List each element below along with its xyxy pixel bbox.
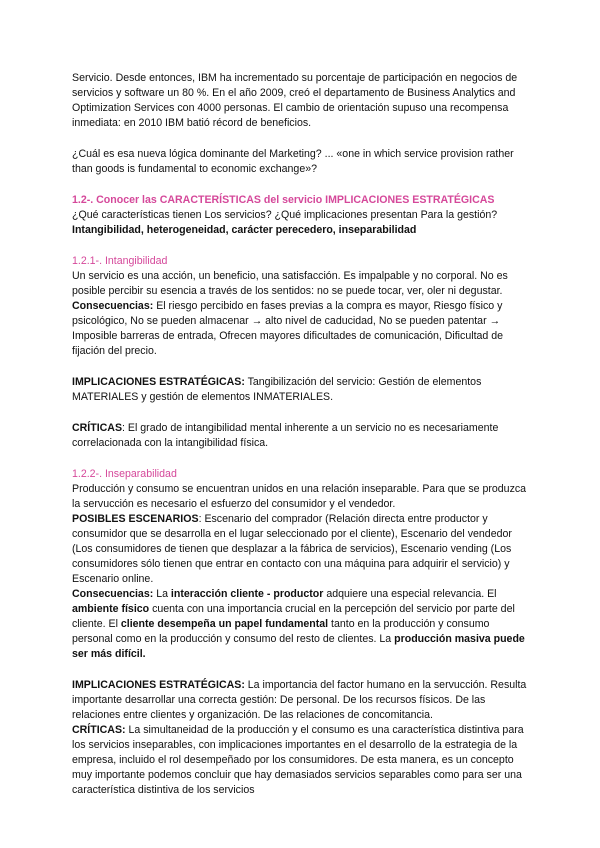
section-title: 1.2-. Conocer las CARACTERÍSTICAS del servicio IMPLICACIONES ESTRATÉGICAS [72, 194, 495, 206]
inseparabilidad-criticas-text: La simultaneidad de la producción y el consumo es una característica distintiva para los servicios inseparables, con implicaciones importantes en el desarrollo de la estrategia de la empresa, incluido el rol desempeñado por los consumidores. De esta manera, es un concepto muy importante podemos concluir que hay demasiados servicios separables como para ser una característica distintiva de los servicios [72, 724, 524, 796]
intangibilidad-definition [72, 269, 532, 359]
inseparabilidad-consecuencias-label: Consecuencias: [72, 588, 154, 600]
intangibilidad-implicaciones-text: Tangibilización del servicio: Gestión de elementos MATERIALES y gestión de elementos INMATERIALES. [72, 376, 482, 403]
inseparabilidad-criticas-label: CRÍTICAS: [72, 724, 126, 736]
inseparabilidad-escenarios [72, 512, 532, 587]
intangibilidad-criticas [72, 421, 532, 451]
inseparabilidad-criticas [72, 723, 532, 798]
cons-bold-1: interacción cliente - productor [170, 588, 324, 600]
cons-text-1: La [153, 588, 171, 600]
marketing-question: ¿Cuál es esa nueva lógica dominante del Marketing? ... «one in which service provision rather than goods is fundamental to economic exchange»? [72, 148, 514, 175]
intangibilidad-criticas-label: CRÍTICAS [72, 422, 123, 434]
section-question: ¿Qué características tienen Los servicios? ¿Qué implicaciones presentan Para la gestión? [72, 209, 498, 221]
intangibilidad-criticas-text: : El grado de intangibilidad mental inherente a un servicio no es necesariamente correlacionada con la intangibilidad física. [72, 422, 499, 449]
intangibilidad-consecuencias-text: El riesgo percibido en fases previas a la compra es mayor, Riesgo físico y psicológico, No se pueden almacenar → alto nivel de caducidad, No se pueden patentar → Imposible barreras de entrada, Ofrecen mayores dificultades de comunicación, Dificultad de fijación del precio. [72, 300, 504, 357]
document-body [72, 71, 532, 798]
inseparabilidad-title: 1.2.2-. Inseparabilidad [72, 468, 177, 480]
cons-text-2: adquiere una especial relevancia. El [323, 588, 497, 600]
inseparabilidad-implicaciones [72, 678, 532, 723]
intangibilidad-implicaciones-label: IMPLICACIONES ESTRATÉGICAS: [72, 376, 245, 388]
inseparabilidad-escenarios-text: : Escenario del comprador (Relación directa entre productor y consumidor que se desarrolla en el lugar seleccionado por el cliente), Escenario del vendedor (Los consumidores de tienen que desplazar a la fábrica de servicios), Escenario vending (Los consumidores sólo tienen que entrar en contacto con una máquina para adquirir el servicio) y Escenario online. [72, 513, 512, 585]
cons-bold-2: ambiente físico [72, 603, 150, 615]
intangibilidad-title: 1.2.1-. Intangibilidad [72, 255, 168, 267]
inseparabilidad-definition: Producción y consumo se encuentran unidos en una relación inseparable. Para que se produzca la servucción es necesario el esfuerzo del consumidor y el vendedor. [72, 483, 527, 510]
cons-bold-3: cliente desempeña un papel fundamental [120, 618, 329, 630]
intro-paragraph: Servicio. Desde entonces, IBM ha incrementado su porcentaje de participación en negocios de servicios y software un 80 %. En el año 2009, creó el departamento de Business Analytics and Optimization Services con 4000 personas. El cambio de orientación supuso una recompensa inmediata: en 2010 IBM batió récord de beneficios. [72, 72, 518, 129]
intangibilidad-consecuencias-label: Consecuencias: [72, 300, 154, 312]
inseparabilidad-escenarios-label: POSIBLES ESCENARIOS [72, 513, 199, 525]
intangibilidad-implicaciones [72, 375, 532, 405]
inseparabilidad-consecuencias [72, 587, 532, 662]
section-summary [72, 223, 532, 238]
inseparabilidad-implicaciones-label: IMPLICACIONES ESTRATÉGICAS: [72, 679, 245, 691]
intangibilidad-text: Un servicio es una acción, un beneficio, una satisfacción. Es impalpable y no corporal. No es posible percibir su esencia a través de los sentidos: no se puede tocar, ver, oler ni degustar. [72, 270, 508, 297]
section-summary-text: Intangibilidad, heterogeneidad, carácter perecedero, inseparabilidad [72, 224, 417, 236]
cons-text-3: cuenta con una importancia crucial en la percepción del servicio por parte del cliente. El [72, 603, 515, 630]
cons-text-4: tanto en la producción y consumo personal como en la producción y consumo del resto de clientes. La [72, 618, 490, 645]
cons-bold-4: producción masiva puede ser más difícil. [72, 633, 525, 660]
inseparabilidad-implicaciones-text: La importancia del factor humano en la servucción. Resulta importante desarrollar una correcta gestión: De personal. De los recursos físicos. De las relaciones entre clientes y organización. De las relaciones de concomitancia. [72, 679, 527, 721]
